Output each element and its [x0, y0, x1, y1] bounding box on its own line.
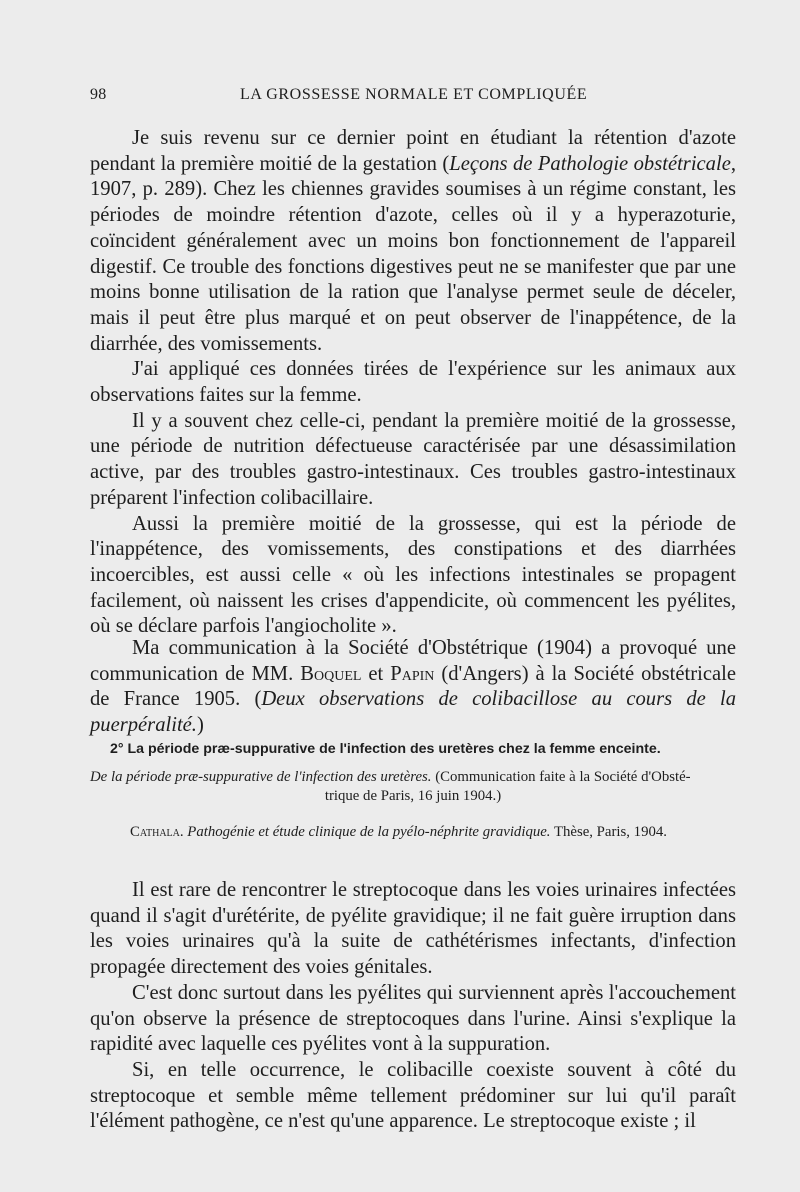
reference-entry: Cathala. Pathogénie et étude clinique de la pyélo-néphrite gravidique. Thèse, Paris, 1904. [130, 824, 667, 840]
paragraph: Il est rare de rencontrer le streptocoque dans les voies urinaires infectées quand il s'agit d'urétérite, de pyélite gravidique; il ne fait guère irruption dans les voies urinaires qu'à la suite de cathétérismes infectants, d'infection propagée directement des voies génitales. [90, 879, 736, 979]
paragraph: Ma communication à la Société d'Obstétrique (1904) a provoqué une communication de MM. Boquel et Papin (d'Angers) à la Société obstétricale de France 1905. (Deux observations de colibacillose au cours de la puerpéralité.) [90, 637, 736, 737]
paragraph: Si, en telle occurrence, le colibacille coexiste souvent à côté du streptocoque et semble même tellement prédominer sur lui qu'il paraît l'élément pathogène, ce n'est qu'une apparence. Le streptocoque existe ; il [90, 1058, 736, 1133]
section-heading: 2° La période præ-suppurative de l'infection des uretères chez la femme enceinte. [110, 741, 661, 757]
page-number: 98 [90, 86, 107, 103]
cited-title: Deux observations de colibacillose au cours de la puerpéralité. [90, 688, 736, 737]
paragraph: Il y a souvent chez celle-ci, pendant la première moitié de la grossesse, une période de nutrition défectueuse caractérisée par une désassimilation active, par des troubles gastro-intestinaux. Ces troubles gastro-intestinaux préparent l'infection colibacillaire. [90, 409, 736, 509]
cited-title: Leçons de Pathologie obstétricale [449, 152, 731, 175]
text-block-communication [90, 636, 736, 739]
paragraph: C'est donc surtout dans les pyélites qui surviennent après l'accouchement qu'on observe la présence de streptocoques dans l'urine. Ainsi s'explique la rapidité avec laquelle ces pyélites vont à la suppuration. [90, 981, 736, 1056]
paragraph: Aussi la première moitié de la grossesse, qui est la période de l'inappétence, des vomissements, des constipations et des diarrhées incoercibles, est aussi celle « où les infections intestinales se propagent facilement, où naissent les crises d'appendicite, où commencent les pyélites, où se déclare parfois l'angiocholite ». [90, 512, 736, 638]
author-name: Papin [390, 662, 435, 685]
running-title: LA GROSSESSE NORMALE ET COMPLIQUÉE [240, 86, 588, 103]
text-block-lower [90, 878, 736, 1135]
reference-author: Cathala. [130, 824, 184, 840]
paragraph: Je suis revenu sur ce dernier point en étudiant la rétention d'azote pendant la première moitié de la gestation (Leçons de Pathologie obstétricale, 1907, p. 289). Chez les chiennes gravides soumises à un régime constant, les périodes de moindre rétention d'azote, celles où il y a hyperazoturie, coïncident généralement avec un moins bon fonctionnement de l'appareil digestif. Ce trouble des fonctions digestives peut ne se manifester que par une moins bonne utilisation de la ration que l'analyse permet seule de déceler, mais il peut être plus marqué et on peut observer de l'inappétence, de la diarrhée, des vomissements. [90, 127, 736, 355]
reference-entry: De la période præ-suppurative de l'infection des uretères. (Communication faite à la Société d'Obsté- trique de Paris, 16 juin 1904.) [90, 769, 691, 804]
author-name: Boquel [300, 662, 362, 685]
page-header [90, 86, 730, 108]
reference-title: Pathogénie et étude clinique de la pyélo-néphrite gravidique. [183, 824, 551, 840]
text-block-upper [90, 126, 736, 640]
reference-title: De la période præ-suppurative de l'infection des uretères. [90, 769, 432, 785]
paragraph: J'ai appliqué ces données tirées de l'expérience sur les animaux aux observations faites sur la femme. [90, 358, 736, 407]
